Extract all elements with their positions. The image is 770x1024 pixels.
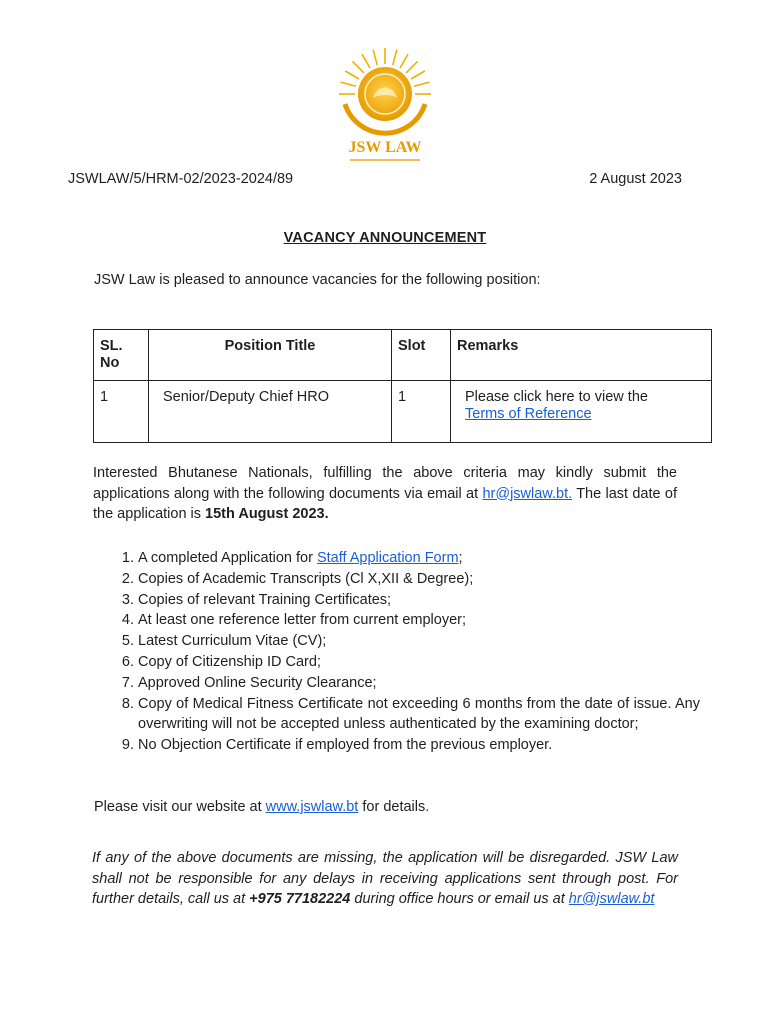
- website-note: [94, 799, 429, 815]
- letter-date: 2 August 2023: [589, 171, 682, 187]
- svg-text:JSW LAW: JSW LAW: [348, 139, 422, 156]
- vacancy-table: [93, 329, 712, 443]
- disclaimer-text-2: during office hours or email us at: [350, 891, 569, 907]
- remarks-text: Please click here to view the: [465, 389, 648, 405]
- website-note-suffix: for details.: [358, 799, 430, 815]
- instructions-text-2: The last date of the application is: [93, 485, 678, 522]
- list-item-suffix: ;: [458, 550, 463, 566]
- email-link[interactable]: hr@jswlaw.bt.: [482, 485, 573, 502]
- list-item: [138, 548, 700, 569]
- instructions-text: Interested Bhutanese Nationals, fulfilling the above criteria may kindly submit the applications along with the following documents via email at: [93, 465, 677, 502]
- list-item: 8. Copy of Medical Fitness Certificate not exceeding 6 months from the date of issue. Any overwriting will not be accepted unless authenticated by the examining doctor;: [138, 694, 700, 736]
- table-row: [94, 381, 712, 443]
- list-item: 3. Copies of relevant Training Certificates;: [138, 590, 700, 611]
- phone-number: +975 77182224: [249, 891, 351, 907]
- list-item: 6. Copy of Citizenship ID Card;: [138, 652, 700, 673]
- reference-number: JSWLAW/5/HRM-02/2023-2024/89: [68, 171, 294, 187]
- terms-of-reference-link[interactable]: Terms of Reference: [465, 406, 592, 422]
- sun-emblem-icon: [332, 44, 438, 166]
- website-link[interactable]: www.jswlaw.bt: [265, 799, 359, 815]
- cell-position-title: Senior/Deputy Chief HRO: [149, 381, 392, 443]
- list-item: 9. No Objection Certificate if employed from the previous employer.: [138, 735, 700, 756]
- list-item: 5. Latest Curriculum Vitae (CV);: [138, 631, 700, 652]
- application-instructions: [93, 463, 677, 525]
- disclaimer-text: If any of the above documents are missing, the application will be disregarded. JSW Law shall not be responsible for any delays in receiving applications sent through post. For further details, call us at: [92, 850, 678, 907]
- table-header-row: [94, 330, 712, 381]
- list-item: 2. Copies of Academic Transcripts (Cl X,XII & Degree);: [138, 569, 700, 590]
- deadline-date: 15th August 2023.: [205, 506, 329, 522]
- website-note-text: Please visit our website at: [94, 799, 266, 815]
- cell-sl-no: 1: [94, 381, 149, 443]
- disclaimer-note: [92, 848, 678, 910]
- jsw-law-logo: [332, 44, 438, 166]
- cell-remarks: [451, 381, 712, 443]
- page-title: VACANCY ANNOUNCEMENT: [283, 230, 487, 246]
- intro-text: JSW Law is pleased to announce vacancies for the following position:: [94, 272, 541, 288]
- list-item: 7. Approved Online Security Clearance;: [138, 673, 700, 694]
- column-header-slot: Slot: [392, 330, 451, 381]
- list-item-text: A completed Application for: [138, 550, 317, 566]
- cell-slot: 1: [392, 381, 451, 443]
- contact-email-link[interactable]: hr@jswlaw.bt: [568, 891, 655, 907]
- column-header-position-title: Position Title: [149, 330, 392, 381]
- column-header-sl-no: SL. No: [94, 330, 149, 381]
- staff-application-form-link[interactable]: Staff Application Form: [316, 550, 459, 566]
- list-item: 4. At least one reference letter from current employer;: [138, 610, 700, 631]
- column-header-remarks: Remarks: [451, 330, 712, 381]
- required-documents-list: [116, 548, 700, 756]
